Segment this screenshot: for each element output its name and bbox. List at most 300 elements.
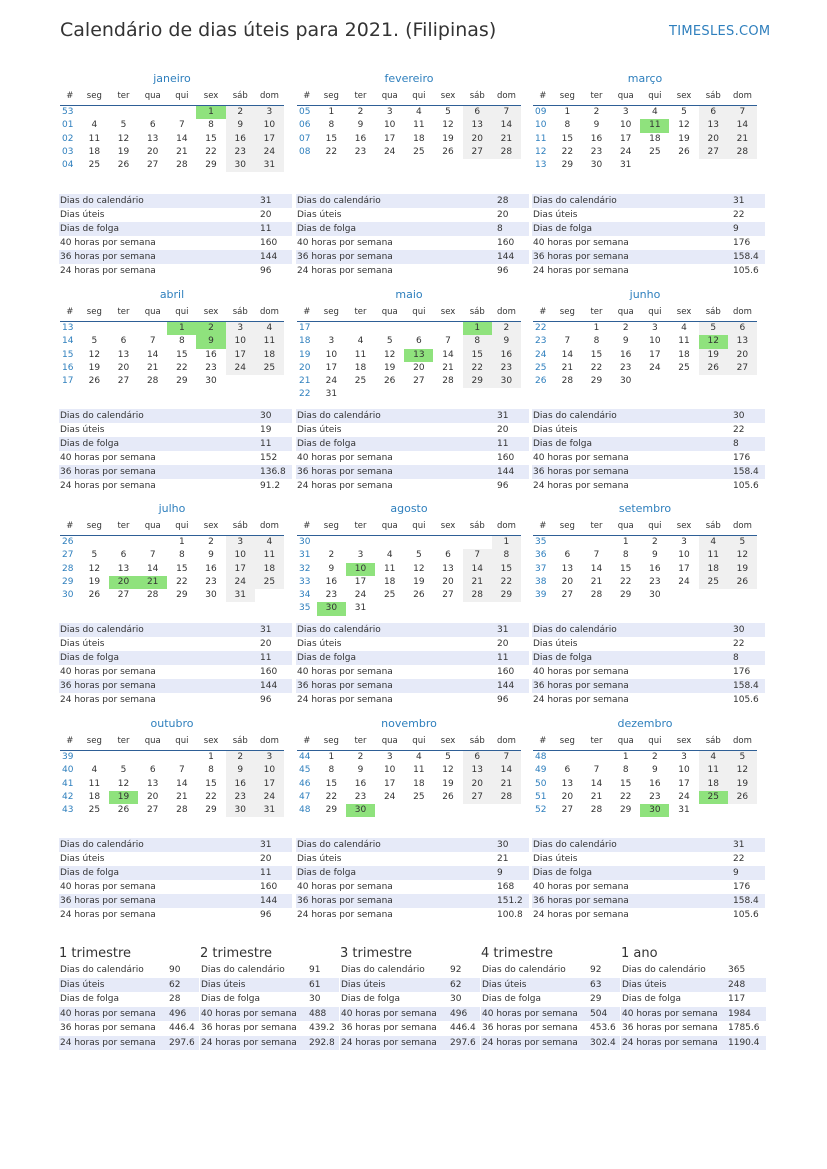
day-cell[interactable]: 4 (681, 323, 687, 333)
day-cell[interactable]: 23 (226, 791, 255, 804)
day-cell[interactable]: 25 (413, 791, 425, 802)
day-cell[interactable]: 20 (463, 778, 492, 791)
day-cell[interactable]: 4 (255, 536, 284, 549)
day-cell[interactable]: 27 (561, 590, 574, 601)
day-cell[interactable]: 8 (178, 550, 185, 561)
day-cell[interactable]: 13 (146, 133, 159, 144)
day-cell[interactable]: 27 (699, 146, 728, 159)
day-cell[interactable]: 17 (619, 133, 632, 144)
day-cell[interactable]: 4 (415, 107, 422, 117)
holiday-day-cell[interactable]: 30 (317, 602, 346, 615)
day-cell[interactable]: 13 (442, 563, 454, 574)
day-cell[interactable]: 11 (383, 563, 396, 574)
day-cell[interactable]: 24 (383, 791, 396, 802)
day-cell[interactable]: 19 (88, 576, 101, 587)
day-cell[interactable]: 2 (593, 107, 600, 117)
day-cell[interactable]: 17 (325, 362, 338, 373)
day-cell[interactable]: 6 (564, 550, 571, 561)
day-cell[interactable]: 2 (651, 752, 658, 762)
day-cell[interactable]: 29 (619, 590, 632, 601)
day-cell[interactable]: 30 (649, 590, 661, 601)
day-cell[interactable]: 22 (205, 146, 217, 157)
day-cell[interactable]: 27 (463, 791, 492, 804)
day-cell[interactable]: 21 (463, 576, 492, 589)
day-cell[interactable]: 14 (492, 764, 521, 777)
day-cell[interactable]: 10 (383, 765, 396, 776)
day-cell[interactable]: 14 (442, 349, 454, 360)
day-cell[interactable]: 13 (117, 563, 130, 574)
day-cell[interactable]: 19 (383, 362, 396, 373)
day-cell[interactable]: 15 (325, 133, 338, 144)
day-cell[interactable]: 25 (88, 160, 101, 171)
day-cell[interactable]: 22 (492, 576, 521, 589)
day-cell[interactable]: 9 (593, 120, 600, 131)
day-cell[interactable]: 22 (176, 576, 188, 587)
day-cell[interactable]: 27 (463, 146, 492, 159)
day-cell[interactable]: 25 (354, 376, 367, 387)
day-cell[interactable]: 12 (442, 765, 454, 776)
day-cell[interactable]: 15 (590, 349, 603, 360)
day-cell[interactable]: 17 (649, 349, 661, 360)
day-cell[interactable]: 27 (146, 805, 159, 816)
day-cell[interactable]: 29 (325, 805, 338, 816)
day-cell[interactable]: 18 (354, 362, 367, 373)
day-cell[interactable]: 10 (619, 120, 632, 131)
day-cell[interactable]: 22 (590, 362, 603, 373)
holiday-day-cell[interactable]: 1 (196, 106, 225, 119)
day-cell[interactable]: 22 (619, 791, 632, 802)
day-cell[interactable]: 17 (678, 778, 690, 789)
day-cell[interactable]: 8 (178, 336, 185, 347)
day-cell[interactable]: 15 (619, 563, 632, 574)
day-cell[interactable]: 24 (678, 791, 690, 802)
day-cell[interactable]: 28 (590, 590, 603, 601)
day-cell[interactable]: 27 (442, 590, 454, 601)
day-cell[interactable]: 18 (88, 791, 101, 802)
day-cell[interactable]: 12 (728, 549, 757, 562)
day-cell[interactable]: 12 (117, 778, 130, 789)
day-cell[interactable]: 17 (383, 778, 396, 789)
day-cell[interactable]: 31 (255, 804, 284, 817)
day-cell[interactable]: 18 (383, 576, 396, 587)
day-cell[interactable]: 26 (117, 805, 130, 816)
holiday-day-cell[interactable]: 13 (404, 349, 433, 362)
day-cell[interactable]: 28 (561, 376, 574, 387)
day-cell[interactable]: 26 (699, 362, 728, 375)
day-cell[interactable]: 9 (208, 550, 214, 561)
day-cell[interactable]: 5 (415, 550, 422, 561)
day-cell[interactable]: 14 (590, 778, 603, 789)
day-cell[interactable]: 19 (699, 349, 728, 362)
day-cell[interactable]: 29 (561, 160, 574, 171)
day-cell[interactable]: 6 (564, 765, 571, 776)
day-cell[interactable]: 3 (255, 751, 284, 764)
holiday-day-cell[interactable]: 11 (640, 119, 669, 132)
day-cell[interactable]: 23 (226, 146, 255, 159)
day-cell[interactable]: 9 (622, 336, 629, 347)
day-cell[interactable]: 3 (255, 106, 284, 119)
day-cell[interactable]: 19 (117, 146, 130, 157)
day-cell[interactable]: 7 (593, 765, 600, 776)
day-cell[interactable]: 14 (728, 119, 757, 132)
day-cell[interactable]: 20 (413, 362, 425, 373)
day-cell[interactable]: 2 (226, 106, 255, 119)
holiday-day-cell[interactable]: 30 (346, 804, 375, 817)
holiday-day-cell[interactable]: 25 (699, 791, 728, 804)
day-cell[interactable]: 7 (564, 336, 571, 347)
day-cell[interactable]: 12 (413, 563, 425, 574)
day-cell[interactable]: 19 (88, 362, 101, 373)
day-cell[interactable]: 9 (651, 765, 658, 776)
day-cell[interactable]: 28 (146, 376, 159, 387)
day-cell[interactable]: 6 (120, 550, 127, 561)
day-cell[interactable]: 11 (413, 120, 425, 131)
day-cell[interactable]: 10 (678, 550, 690, 561)
day-cell[interactable]: 26 (88, 376, 101, 387)
day-cell[interactable]: 18 (699, 778, 728, 791)
day-cell[interactable]: 22 (463, 362, 492, 375)
day-cell[interactable]: 20 (117, 362, 130, 373)
day-cell[interactable]: 5 (120, 120, 127, 131)
day-cell[interactable]: 27 (413, 376, 425, 387)
day-cell[interactable]: 29 (590, 376, 603, 387)
day-cell[interactable]: 16 (325, 576, 338, 587)
day-cell[interactable]: 6 (699, 106, 728, 119)
day-cell[interactable]: 22 (205, 791, 217, 802)
day-cell[interactable]: 1 (492, 536, 521, 549)
day-cell[interactable]: 16 (649, 563, 661, 574)
day-cell[interactable]: 28 (176, 160, 188, 171)
day-cell[interactable]: 11 (88, 778, 101, 789)
day-cell[interactable]: 30 (226, 804, 255, 817)
day-cell[interactable]: 24 (649, 362, 661, 373)
holiday-day-cell[interactable]: 30 (640, 804, 669, 817)
day-cell[interactable]: 12 (678, 120, 690, 131)
day-cell[interactable]: 14 (146, 349, 159, 360)
day-cell[interactable]: 24 (255, 791, 284, 804)
day-cell[interactable]: 26 (728, 576, 757, 589)
day-cell[interactable]: 21 (492, 133, 521, 146)
day-cell[interactable]: 15 (176, 563, 188, 574)
day-cell[interactable]: 31 (619, 160, 632, 171)
day-cell[interactable]: 1 (622, 537, 629, 547)
day-cell[interactable]: 7 (593, 550, 600, 561)
day-cell[interactable]: 29 (205, 805, 217, 816)
holiday-day-cell[interactable]: 21 (138, 576, 167, 589)
day-cell[interactable]: 19 (728, 563, 757, 576)
day-cell[interactable]: 27 (146, 160, 159, 171)
day-cell[interactable]: 16 (205, 349, 217, 360)
day-cell[interactable]: 4 (357, 336, 364, 347)
day-cell[interactable]: 17 (354, 576, 367, 587)
day-cell[interactable]: 3 (681, 537, 687, 547)
day-cell[interactable]: 12 (442, 120, 454, 131)
day-cell[interactable]: 30 (205, 376, 217, 387)
day-cell[interactable]: 18 (699, 563, 728, 576)
day-cell[interactable]: 18 (413, 778, 425, 789)
day-cell[interactable]: 4 (699, 751, 728, 764)
day-cell[interactable]: 25 (255, 576, 284, 589)
day-cell[interactable]: 29 (176, 376, 188, 387)
day-cell[interactable]: 6 (149, 765, 156, 776)
day-cell[interactable]: 3 (328, 336, 335, 347)
day-cell[interactable]: 5 (386, 336, 393, 347)
day-cell[interactable]: 5 (728, 536, 757, 549)
day-cell[interactable]: 24 (226, 576, 255, 589)
day-cell[interactable]: 2 (208, 537, 214, 547)
day-cell[interactable]: 14 (176, 133, 188, 144)
day-cell[interactable]: 12 (117, 133, 130, 144)
day-cell[interactable]: 19 (678, 133, 690, 144)
day-cell[interactable]: 4 (651, 107, 658, 117)
day-cell[interactable]: 20 (699, 133, 728, 146)
day-cell[interactable]: 15 (205, 778, 217, 789)
day-cell[interactable]: 7 (463, 549, 492, 562)
day-cell[interactable]: 15 (325, 778, 338, 789)
day-cell[interactable]: 9 (328, 563, 335, 574)
day-cell[interactable]: 12 (88, 563, 101, 574)
day-cell[interactable]: 16 (590, 133, 603, 144)
day-cell[interactable]: 10 (226, 549, 255, 562)
day-cell[interactable]: 4 (415, 752, 422, 762)
day-cell[interactable]: 18 (413, 133, 425, 144)
day-cell[interactable]: 16 (226, 778, 255, 791)
day-cell[interactable]: 24 (619, 146, 632, 157)
day-cell[interactable]: 15 (492, 563, 521, 576)
day-cell[interactable]: 25 (88, 805, 101, 816)
day-cell[interactable]: 5 (445, 752, 451, 762)
day-cell[interactable]: 5 (120, 765, 127, 776)
day-cell[interactable]: 8 (328, 120, 335, 131)
day-cell[interactable]: 1 (622, 752, 629, 762)
day-cell[interactable]: 31 (354, 603, 367, 614)
day-cell[interactable]: 2 (357, 107, 364, 117)
day-cell[interactable]: 11 (88, 133, 101, 144)
day-cell[interactable]: 21 (590, 791, 603, 802)
day-cell[interactable]: 28 (492, 146, 521, 159)
day-cell[interactable]: 9 (357, 120, 364, 131)
day-cell[interactable]: 13 (699, 119, 728, 132)
day-cell[interactable]: 13 (117, 349, 130, 360)
day-cell[interactable]: 1 (178, 537, 185, 547)
day-cell[interactable]: 19 (413, 576, 425, 587)
day-cell[interactable]: 8 (208, 765, 214, 776)
day-cell[interactable]: 6 (120, 336, 127, 347)
day-cell[interactable]: 2 (328, 550, 335, 561)
day-cell[interactable]: 23 (354, 146, 367, 157)
day-cell[interactable]: 10 (383, 120, 396, 131)
day-cell[interactable]: 22 (325, 791, 338, 802)
day-cell[interactable]: 23 (492, 362, 521, 375)
day-cell[interactable]: 2 (492, 322, 521, 335)
day-cell[interactable]: 15 (205, 133, 217, 144)
day-cell[interactable]: 29 (492, 589, 521, 602)
day-cell[interactable]: 26 (117, 160, 130, 171)
day-cell[interactable]: 31 (226, 589, 255, 602)
day-cell[interactable]: 23 (354, 791, 367, 802)
day-cell[interactable]: 11 (699, 549, 728, 562)
day-cell[interactable]: 16 (226, 133, 255, 146)
day-cell[interactable]: 1 (593, 323, 600, 333)
day-cell[interactable]: 6 (463, 106, 492, 119)
day-cell[interactable]: 28 (442, 376, 454, 387)
day-cell[interactable]: 16 (354, 778, 367, 789)
day-cell[interactable]: 20 (561, 791, 574, 802)
day-cell[interactable]: 30 (492, 375, 521, 388)
day-cell[interactable]: 7 (178, 120, 185, 131)
day-cell[interactable]: 20 (146, 146, 159, 157)
day-cell[interactable]: 30 (590, 160, 603, 171)
day-cell[interactable]: 26 (678, 146, 690, 157)
day-cell[interactable]: 26 (413, 590, 425, 601)
day-cell[interactable]: 28 (590, 805, 603, 816)
day-cell[interactable]: 9 (492, 335, 521, 348)
day-cell[interactable]: 1 (564, 107, 571, 117)
day-cell[interactable]: 1 (328, 752, 335, 762)
day-cell[interactable]: 24 (255, 146, 284, 159)
day-cell[interactable]: 26 (442, 791, 454, 802)
day-cell[interactable]: 29 (463, 375, 492, 388)
day-cell[interactable]: 9 (651, 550, 658, 561)
day-cell[interactable]: 14 (590, 563, 603, 574)
day-cell[interactable]: 4 (91, 765, 98, 776)
day-cell[interactable]: 5 (91, 336, 98, 347)
day-cell[interactable]: 27 (117, 376, 130, 387)
day-cell[interactable]: 3 (622, 107, 629, 117)
day-cell[interactable]: 16 (205, 563, 217, 574)
day-cell[interactable]: 30 (205, 590, 217, 601)
day-cell[interactable]: 10 (255, 764, 284, 777)
day-cell[interactable]: 17 (226, 349, 255, 362)
day-cell[interactable]: 13 (561, 778, 574, 789)
day-cell[interactable]: 21 (590, 576, 603, 587)
day-cell[interactable]: 25 (383, 590, 396, 601)
day-cell[interactable]: 18 (88, 146, 101, 157)
day-cell[interactable]: 6 (728, 322, 757, 335)
day-cell[interactable]: 8 (564, 120, 571, 131)
day-cell[interactable]: 10 (255, 119, 284, 132)
day-cell[interactable]: 18 (678, 349, 690, 360)
day-cell[interactable]: 16 (354, 133, 367, 144)
day-cell[interactable]: 2 (357, 752, 364, 762)
day-cell[interactable]: 21 (728, 133, 757, 146)
holiday-day-cell[interactable]: 19 (109, 791, 138, 804)
day-cell[interactable]: 11 (354, 349, 367, 360)
day-cell[interactable]: 21 (176, 791, 188, 802)
day-cell[interactable]: 23 (649, 791, 661, 802)
day-cell[interactable]: 3 (226, 322, 255, 335)
day-cell[interactable]: 13 (561, 563, 574, 574)
day-cell[interactable]: 11 (255, 335, 284, 348)
day-cell[interactable]: 23 (649, 576, 661, 587)
day-cell[interactable]: 5 (681, 107, 687, 117)
day-cell[interactable]: 31 (325, 389, 338, 400)
day-cell[interactable]: 4 (255, 322, 284, 335)
day-cell[interactable]: 15 (176, 349, 188, 360)
day-cell[interactable]: 16 (492, 349, 521, 362)
day-cell[interactable]: 25 (255, 362, 284, 375)
day-cell[interactable]: 5 (728, 751, 757, 764)
day-cell[interactable]: 19 (728, 778, 757, 791)
day-cell[interactable]: 3 (681, 752, 687, 762)
day-cell[interactable]: 19 (442, 778, 454, 789)
day-cell[interactable]: 26 (88, 590, 101, 601)
day-cell[interactable]: 18 (255, 563, 284, 576)
day-cell[interactable]: 17 (383, 133, 396, 144)
day-cell[interactable]: 29 (205, 160, 217, 171)
day-cell[interactable]: 6 (415, 336, 422, 347)
day-cell[interactable]: 20 (442, 576, 454, 587)
day-cell[interactable]: 14 (561, 349, 574, 360)
day-cell[interactable]: 5 (445, 107, 451, 117)
holiday-day-cell[interactable]: 10 (346, 563, 375, 576)
day-cell[interactable]: 24 (383, 146, 396, 157)
day-cell[interactable]: 23 (205, 576, 217, 587)
day-cell[interactable]: 4 (386, 550, 393, 561)
day-cell[interactable]: 8 (622, 550, 629, 561)
day-cell[interactable]: 10 (649, 336, 661, 347)
day-cell[interactable]: 3 (651, 323, 658, 333)
day-cell[interactable]: 9 (357, 765, 364, 776)
day-cell[interactable]: 26 (383, 376, 396, 387)
day-cell[interactable]: 25 (699, 576, 728, 589)
day-cell[interactable]: 19 (442, 133, 454, 144)
day-cell[interactable]: 5 (699, 322, 728, 335)
holiday-day-cell[interactable]: 1 (167, 322, 196, 335)
holiday-day-cell[interactable]: 9 (196, 335, 225, 348)
day-cell[interactable]: 23 (205, 362, 217, 373)
day-cell[interactable]: 3 (386, 107, 393, 117)
day-cell[interactable]: 28 (176, 805, 188, 816)
day-cell[interactable]: 8 (463, 335, 492, 348)
day-cell[interactable]: 13 (728, 335, 757, 348)
day-cell[interactable]: 7 (728, 106, 757, 119)
day-cell[interactable]: 25 (413, 146, 425, 157)
day-cell[interactable]: 21 (442, 362, 454, 373)
day-cell[interactable]: 23 (619, 362, 632, 373)
day-cell[interactable]: 11 (413, 765, 425, 776)
day-cell[interactable]: 14 (463, 563, 492, 576)
day-cell[interactable]: 8 (208, 120, 214, 131)
day-cell[interactable]: 24 (325, 376, 338, 387)
day-cell[interactable]: 7 (149, 550, 156, 561)
day-cell[interactable]: 1 (328, 107, 335, 117)
holiday-day-cell[interactable]: 2 (196, 322, 225, 335)
day-cell[interactable]: 12 (88, 349, 101, 360)
day-cell[interactable]: 13 (463, 119, 492, 132)
holiday-day-cell[interactable]: 20 (109, 576, 138, 589)
day-cell[interactable]: 10 (226, 335, 255, 348)
day-cell[interactable]: 31 (255, 159, 284, 172)
day-cell[interactable]: 1 (208, 752, 214, 762)
day-cell[interactable]: 12 (383, 349, 396, 360)
day-cell[interactable]: 17 (678, 563, 690, 574)
day-cell[interactable]: 2 (622, 323, 629, 333)
day-cell[interactable]: 10 (678, 765, 690, 776)
day-cell[interactable]: 25 (649, 146, 661, 157)
day-cell[interactable]: 15 (561, 133, 574, 144)
day-cell[interactable]: 3 (357, 550, 364, 561)
day-cell[interactable]: 6 (149, 120, 156, 131)
day-cell[interactable]: 7 (445, 336, 451, 347)
day-cell[interactable]: 28 (146, 590, 159, 601)
day-cell[interactable]: 18 (255, 349, 284, 362)
day-cell[interactable]: 25 (678, 362, 690, 373)
day-cell[interactable]: 30 (226, 159, 255, 172)
day-cell[interactable]: 27 (728, 362, 757, 375)
day-cell[interactable]: 11 (678, 336, 690, 347)
day-cell[interactable]: 3 (386, 752, 393, 762)
